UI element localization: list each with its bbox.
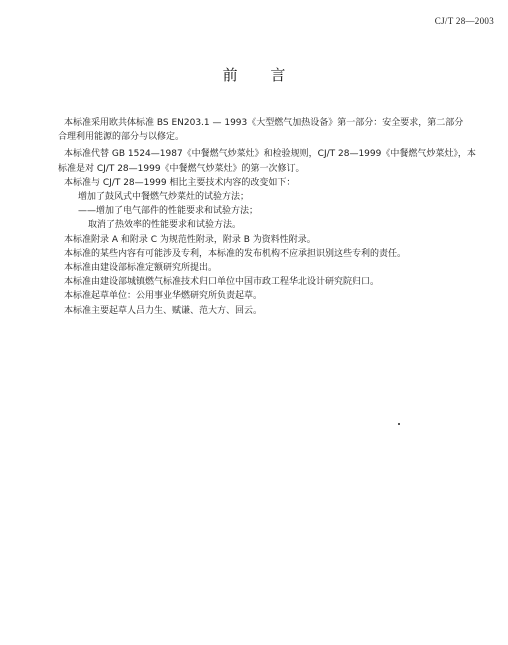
document-code: CJ/T 28—2003 xyxy=(434,16,494,26)
paragraph-drafters: 本标准主要起草人吕力生、赋谦、范大方、回云。 xyxy=(64,305,263,316)
paragraph-drafting-unit: 本标准起草单位：公用事业华燃研究所负责起草。 xyxy=(64,291,263,302)
paragraph-patents: 本标准的某些内容有可能涉及专利，本标准的发布机构不应承担识别这些专利的责任。 xyxy=(64,248,407,259)
paragraph-changes-intro: 本标准与 CJ/T 28—1999 相比主要技术内容的改变如下： xyxy=(64,177,296,188)
paragraph-adoption-line2: 合理利用能源的部分与以修定。 xyxy=(58,132,185,143)
paragraph-annexes: 本标准附录 A 和附录 C 为规范性附录，附录 B 为资料性附录。 xyxy=(64,234,316,245)
paragraph-replacement-line2: 标准是对 CJ/T 28—1999《中餐燃气炒菜灶》的第一次修订。 xyxy=(58,163,305,174)
page-title: 前 言 xyxy=(222,66,300,84)
scan-speck xyxy=(398,423,400,425)
foreword-body xyxy=(58,116,498,318)
list-item-change-2: ——增加了电气部件的性能要求和试验方法； xyxy=(78,206,259,217)
list-item-change-1: 增加了鼓风式中餐燃气炒菜灶的试验方法； xyxy=(78,192,250,203)
list-item-change-3: 取消了热效率的性能要求和试验方法。 xyxy=(88,220,242,231)
paragraph-centralized: 本标准由建设部城镇燃气标准技术归口单位中国市政工程华北设计研究院归口。 xyxy=(64,277,380,288)
paragraph-adoption-line1: 本标准采用欧共体标准 BS EN203.1 — 1993《大型燃气加热设备》第一部分：安全要求，第二部分 xyxy=(64,118,464,128)
paragraph-replacement-line1: 本标准代替 GB 1524—1987《中餐燃气炒菜灶》和检验规则，CJ/T 28—1999《中餐燃气炒菜灶》，本 xyxy=(64,149,476,160)
paragraph-proposer: 本标准由建设部标准定额研究所提出。 xyxy=(64,263,218,274)
